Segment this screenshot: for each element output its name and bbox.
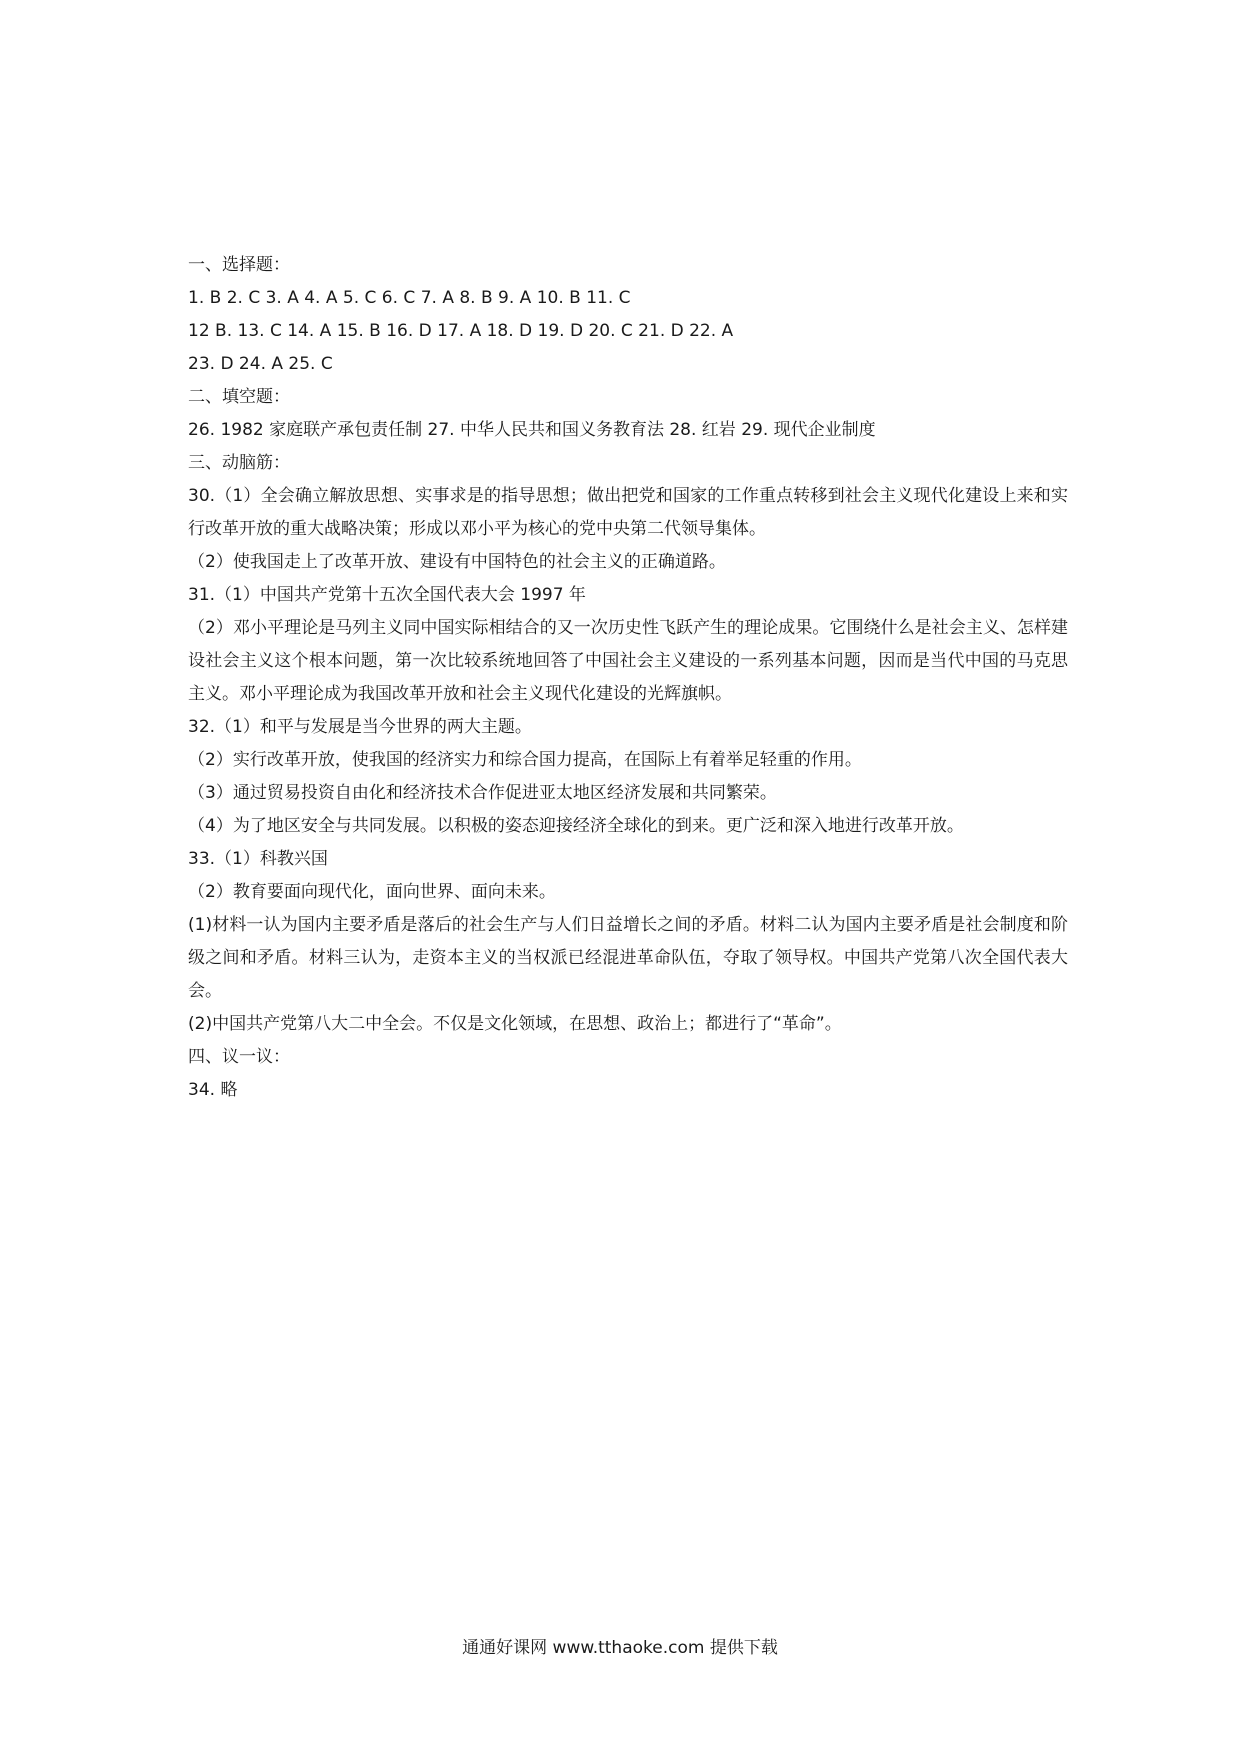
section-title-choice: 一、选择题： [188, 255, 290, 275]
section-title-think: 三、动脑筋： [188, 453, 290, 473]
choice-answers-line-1: 1. B 2. C 3. A 4. A 5. C 6. C 7. A 8. B 9. A 10. B 11. C [188, 288, 631, 308]
answer-30-2: （2）使我国走上了改革开放、建设有中国特色的社会主义的正确道路。 [188, 552, 726, 572]
choice-answers-line-3: 23. D 24. A 25. C [188, 354, 333, 374]
answer-30-1: 30.（1）全会确立解放思想、实事求是的指导思想；做出把党和国家的工作重点转移到社会主义现代化建设上来和实行改革开放的重大战略决策；形成以邓小平为核心的党中央第二代领导集体。 [188, 486, 1068, 539]
answer-33-1: 33.（1）科教兴国 [188, 849, 328, 869]
answer-32-4: （4）为了地区安全与共同发展。以积极的姿态迎接经济全球化的到来。更广泛和深入地进行改革开放。 [188, 816, 964, 836]
answer-31-1: 31.（1）中国共产党第十五次全国代表大会 1997 年 [188, 585, 586, 605]
fill-answers-line: 26. 1982 家庭联产承包责任制 27. 中华人民共和国义务教育法 28. 红岩 29. 现代企业制度 [188, 420, 876, 440]
answer-33-material-2: (2)中国共产党第八大二中全会。不仅是文化领域，在思想、政治上；都进行了“革命”。 [188, 1014, 842, 1034]
answer-32-3: （3）通过贸易投资自由化和经济技术合作促进亚太地区经济发展和共同繁荣。 [188, 783, 777, 803]
footer-credit: 通通好课网 www.tthaoke.com 提供下载 [462, 1638, 778, 1658]
answer-32-2: （2）实行改革开放，使我国的经济实力和综合国力提高，在国际上有着举足轻重的作用。 [188, 750, 862, 770]
answer-31-2: （2）邓小平理论是马列主义同中国实际相结合的又一次历史性飞跃产生的理论成果。它围绕什么是社会主义、怎样建设社会主义这个根本问题，第一次比较系统地回答了中国社会主义建设的一系列基本问题，因而是当代中国的马克思主义。邓小平理论成为我国改革开放和社会主义现代化建设的光辉旗帜。 [188, 618, 1068, 704]
choice-answers-line-2: 12 B. 13. C 14. A 15. B 16. D 17. A 18. D 19. D 20. C 21. D 22. A [188, 321, 734, 341]
answer-key [188, 249, 1068, 1107]
answer-32-1: 32.（1）和平与发展是当今世界的两大主题。 [188, 717, 532, 737]
section-title-fill: 二、填空题： [188, 387, 290, 407]
answer-33-2: （2）教育要面向现代化，面向世界、面向未来。 [188, 882, 556, 902]
answer-34: 34. 略 [188, 1080, 238, 1100]
section-title-discuss: 四、议一议： [188, 1047, 290, 1067]
answer-33-material-1: (1)材料一认为国内主要矛盾是落后的社会生产与人们日益增长之间的矛盾。材料二认为国内主要矛盾是社会制度和阶级之间和矛盾。材料三认为，走资本主义的当权派已经混进革命队伍，夺取了领导权。中国共产党第八次全国代表大会。 [188, 915, 1068, 1001]
